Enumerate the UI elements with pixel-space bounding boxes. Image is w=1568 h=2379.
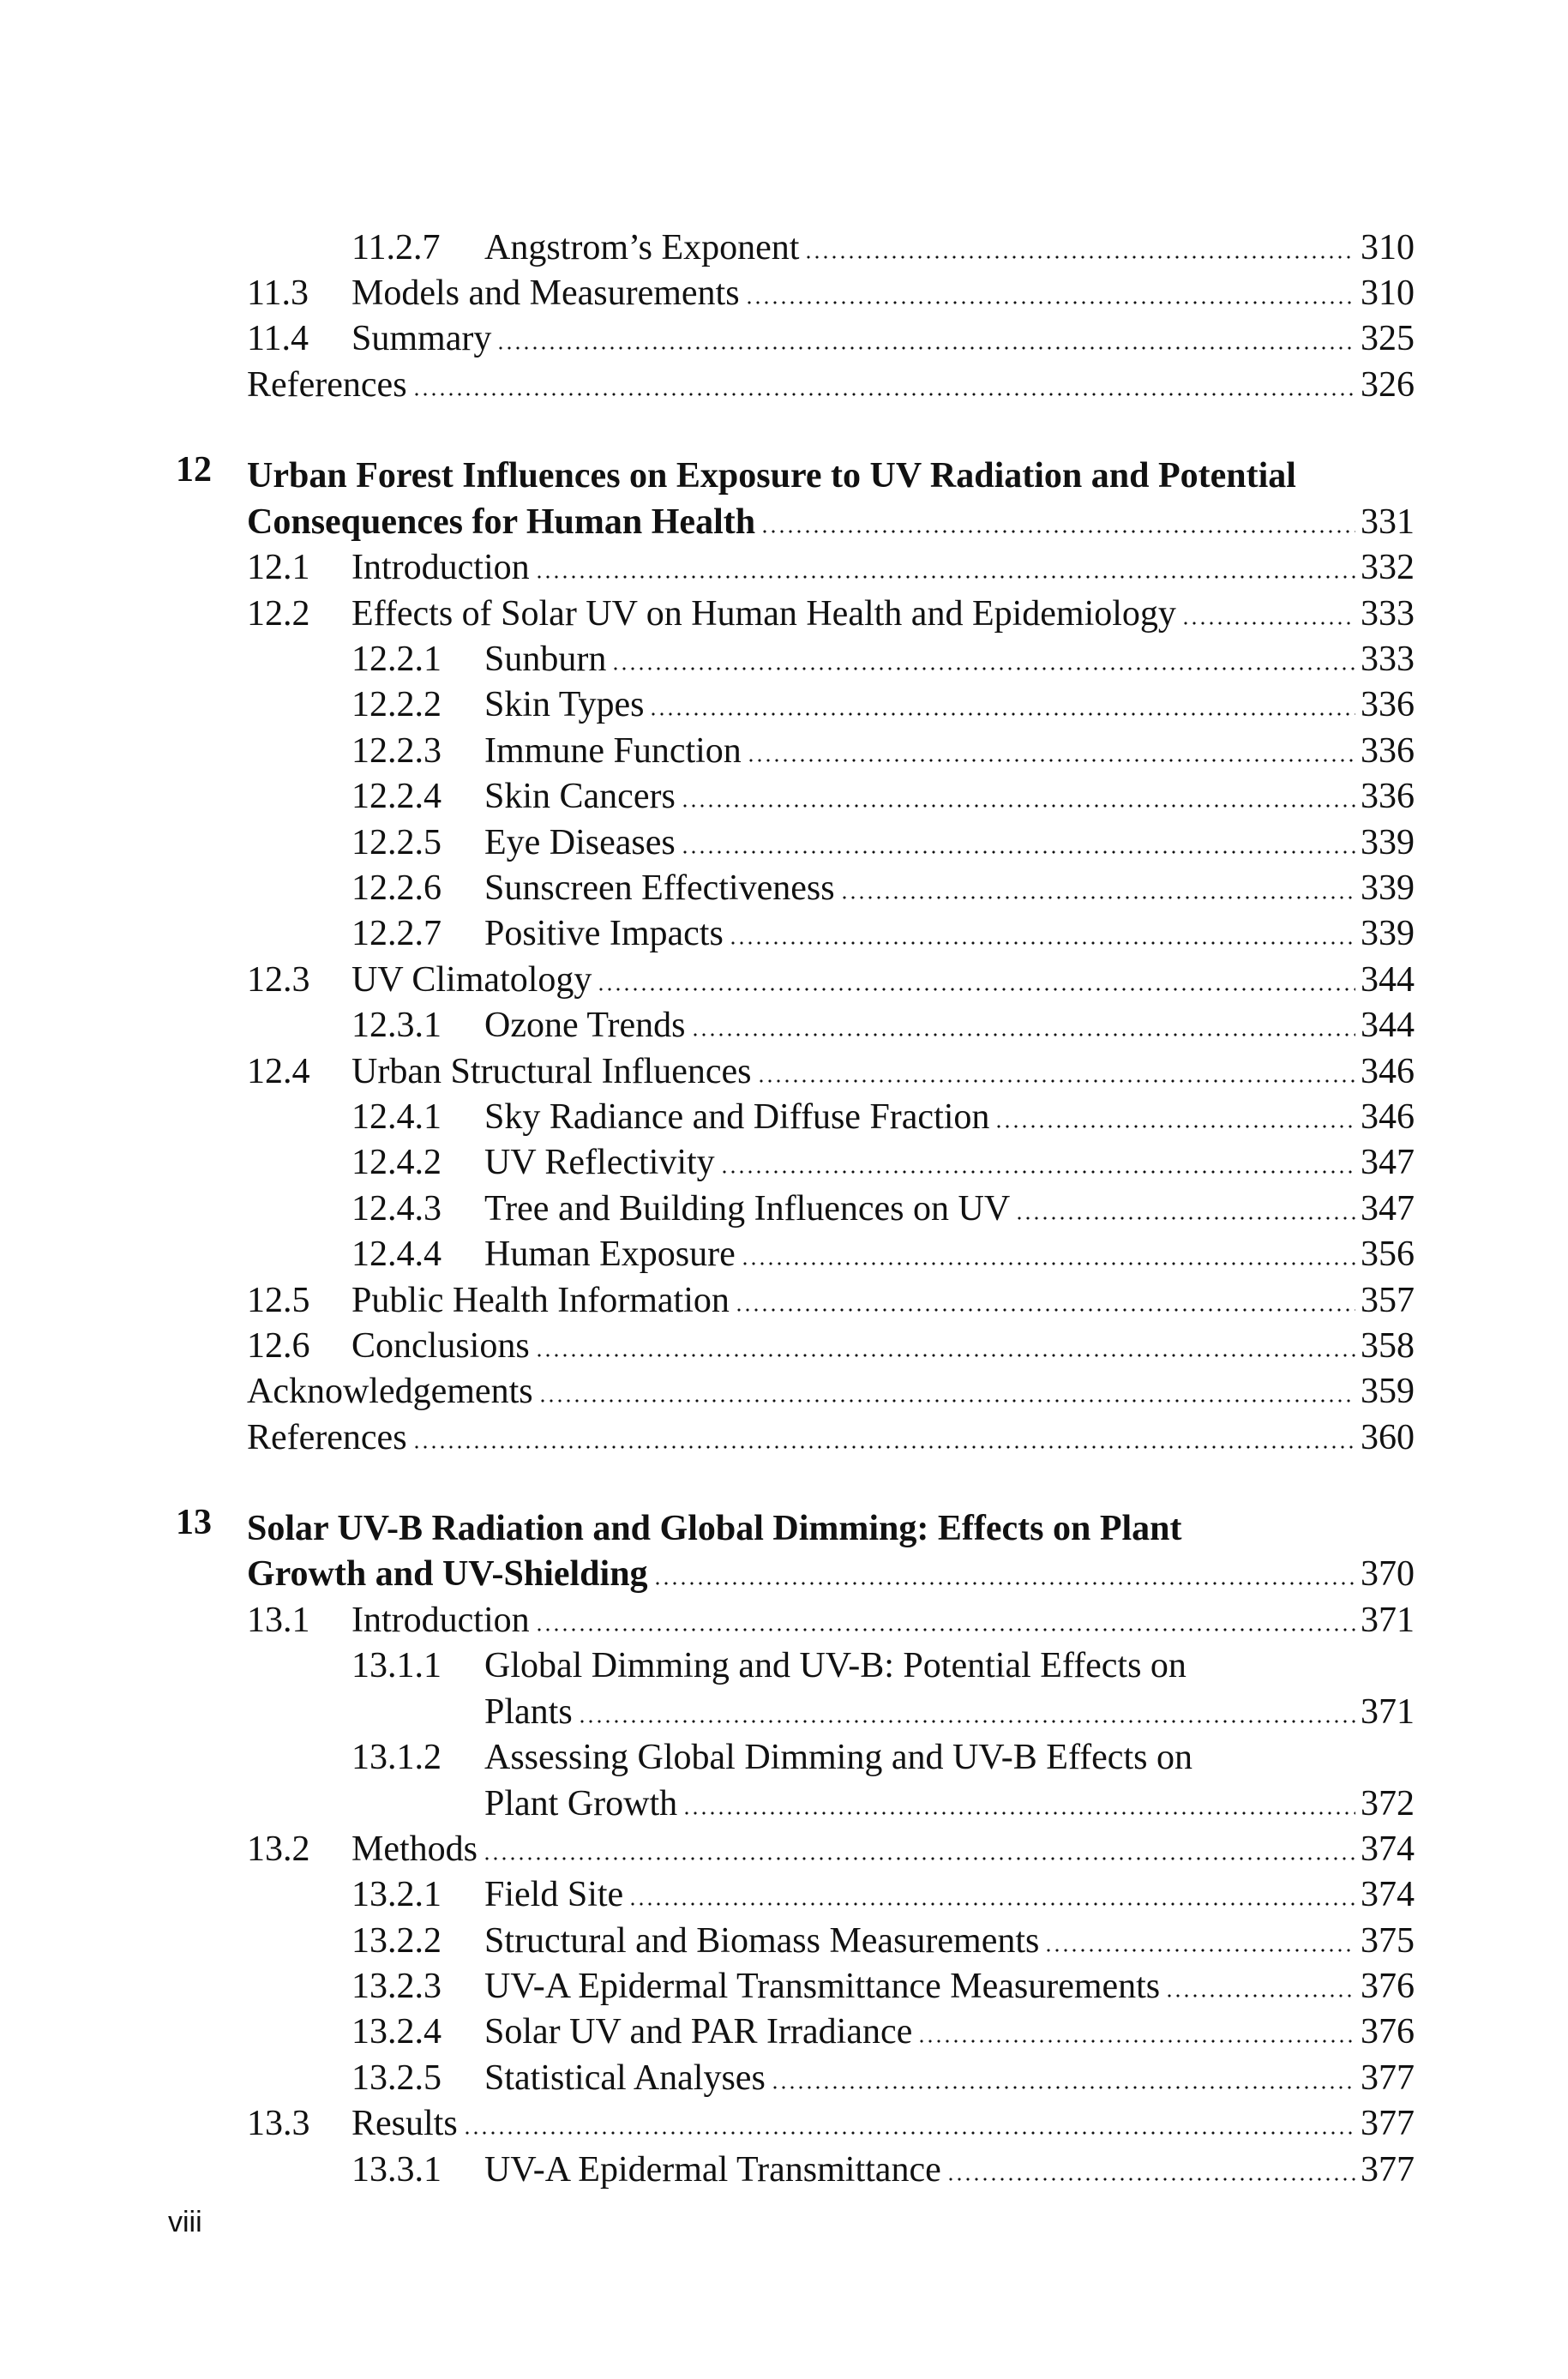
- section-number: 12.6: [247, 1326, 310, 1366]
- dot-leader: [917, 2040, 1355, 2043]
- section-number: 13.1.2: [351, 1738, 442, 1777]
- toc-entry[interactable]: [247, 1267, 1415, 1319]
- toc-entry[interactable]: [484, 1770, 1415, 1822]
- dot-leader: [538, 1399, 1355, 1403]
- chapter-title: Consequences for Human Health: [247, 502, 756, 542]
- section-number: 12.4.2: [351, 1143, 442, 1182]
- dot-leader: [463, 2131, 1355, 2135]
- section-title: Sunburn: [484, 640, 607, 679]
- page-number: 333: [1361, 594, 1415, 634]
- dot-leader: [747, 759, 1355, 762]
- dot-leader: [535, 575, 1355, 579]
- toc-entry[interactable]: [247, 1358, 1415, 1409]
- section-number: 13.2.5: [351, 2058, 442, 2098]
- toc-entry[interactable]: [351, 763, 1415, 814]
- page-number: 358: [1361, 1326, 1415, 1366]
- page-number: 375: [1361, 1921, 1415, 1961]
- section-number: 13.2: [247, 1829, 310, 1869]
- dot-leader: [757, 1079, 1356, 1083]
- dot-leader: [1181, 622, 1355, 625]
- section-title: Conclusions: [351, 1326, 530, 1366]
- toc-entry[interactable]: [351, 2136, 1415, 2188]
- section-number: 12.3.1: [351, 1006, 442, 1045]
- toc-entry[interactable]: [247, 305, 1415, 357]
- page-number: 371: [1361, 1692, 1415, 1732]
- dot-leader: [735, 1308, 1355, 1312]
- section-number: 12.3: [247, 960, 310, 1000]
- page-number: 310: [1361, 273, 1415, 313]
- page-number: 339: [1361, 914, 1415, 953]
- dot-leader: [994, 1125, 1355, 1128]
- toc-entry[interactable]: [247, 946, 1415, 998]
- section-title: Introduction: [351, 548, 530, 587]
- dot-leader: [412, 1445, 1355, 1449]
- toc-entry[interactable]: [247, 1587, 1415, 1638]
- dot-leader: [535, 1354, 1355, 1357]
- section-title: References: [247, 365, 407, 405]
- section-title: UV-A Epidermal Transmittance Measurements: [484, 1967, 1161, 2006]
- page-number: 333: [1361, 640, 1415, 679]
- section-title: Models and Measurements: [351, 273, 740, 313]
- section-number: 12.2.5: [351, 823, 442, 862]
- page-number: 310: [1361, 228, 1415, 267]
- section-number: 13.2.3: [351, 1967, 442, 2006]
- dot-leader: [496, 346, 1355, 350]
- toc-entry[interactable]: [247, 534, 1415, 586]
- section-number: 11.4: [247, 319, 309, 358]
- toc-entry[interactable]: [247, 1816, 1415, 1867]
- section-title: Sky Radiance and Diffuse Fraction: [484, 1097, 990, 1137]
- section-title: Sunscreen Effectiveness: [484, 868, 835, 908]
- toc-entry[interactable]: [247, 1038, 1415, 1090]
- toc-entry[interactable]: [247, 351, 1415, 403]
- page-number: 336: [1361, 777, 1415, 816]
- page-number: 377: [1361, 2104, 1415, 2143]
- section-title-continued: Plant Growth: [484, 1784, 678, 1823]
- toc-entry[interactable]: [351, 900, 1415, 952]
- dot-leader: [483, 1857, 1355, 1860]
- section-number: 12.2.6: [351, 868, 442, 908]
- section-title: UV-A Epidermal Transmittance: [484, 2150, 941, 2190]
- chapter-title-line[interactable]: [247, 442, 1415, 494]
- page-number: 356: [1361, 1235, 1415, 1274]
- section-title: Skin Cancers: [484, 777, 676, 816]
- section-title: Results: [351, 2104, 458, 2143]
- section-title: Structural and Biomass Measurements: [484, 1921, 1040, 1961]
- dot-leader: [745, 301, 1355, 304]
- toc-entry-line[interactable]: [351, 1632, 1415, 1684]
- dot-leader: [1015, 1217, 1355, 1220]
- section-title: Methods: [351, 1829, 478, 1869]
- dot-leader: [691, 1033, 1355, 1036]
- section-number: 12.5: [247, 1281, 310, 1320]
- section-title: Introduction: [351, 1601, 530, 1640]
- toc-entry[interactable]: [351, 1129, 1415, 1180]
- toc-entry[interactable]: [247, 489, 1415, 540]
- section-title: Immune Function: [484, 731, 742, 771]
- section-number: 11.3: [247, 273, 309, 313]
- section-number: 12.2: [247, 594, 310, 634]
- section-number: 13.3: [247, 2104, 310, 2143]
- section-number: 13.1.1: [351, 1646, 442, 1685]
- dot-leader: [1165, 1994, 1355, 1998]
- dot-leader: [535, 1628, 1355, 1631]
- toc-entry[interactable]: [351, 2045, 1415, 2096]
- page-number: 347: [1361, 1189, 1415, 1229]
- section-title: Acknowledgements: [247, 1372, 533, 1411]
- dot-leader: [681, 850, 1355, 854]
- section-title: UV Reflectivity: [484, 1143, 715, 1182]
- toc-entry[interactable]: [351, 1953, 1415, 2004]
- page-number: 370: [1361, 1554, 1415, 1594]
- page-number: 347: [1361, 1143, 1415, 1182]
- dot-leader: [681, 804, 1355, 808]
- chapter-title-line[interactable]: [247, 1495, 1415, 1547]
- section-title: Field Site: [484, 1875, 624, 1914]
- chapter-title: Urban Forest Influences on Exposure to UV Radiation and Potential: [247, 456, 1296, 496]
- page-number: 344: [1361, 1006, 1415, 1045]
- page-number: 346: [1361, 1097, 1415, 1137]
- section-number: 13.2.4: [351, 2012, 442, 2052]
- dot-leader: [611, 667, 1355, 670]
- toc-entry[interactable]: [351, 855, 1415, 906]
- dot-leader: [412, 393, 1355, 396]
- toc-entry[interactable]: [351, 1175, 1415, 1227]
- dot-leader: [653, 1582, 1355, 1585]
- page-number: 374: [1361, 1875, 1415, 1914]
- section-number: 13.1: [247, 1601, 310, 1640]
- toc-entry[interactable]: [247, 1404, 1415, 1456]
- toc-entry[interactable]: [351, 1084, 1415, 1135]
- toc-entry[interactable]: [247, 1313, 1415, 1364]
- section-title-continued: Plants: [484, 1692, 573, 1732]
- section-title: Effects of Solar UV on Human Health and Epidemiology: [351, 594, 1176, 634]
- toc-entry[interactable]: [351, 1998, 1415, 2050]
- section-number: 12.2.2: [351, 685, 442, 724]
- toc-entry[interactable]: [351, 1861, 1415, 1913]
- dot-leader: [682, 1811, 1355, 1815]
- section-title: Ozone Trends: [484, 1006, 686, 1045]
- dot-leader: [597, 988, 1355, 991]
- section-title: Tree and Building Influences on UV: [484, 1189, 1011, 1229]
- page-number: 332: [1361, 548, 1415, 587]
- page-number: 325: [1361, 319, 1415, 358]
- section-title: Human Exposure: [484, 1235, 736, 1274]
- dot-leader: [649, 712, 1355, 716]
- dot-leader: [628, 1902, 1355, 1906]
- toc-entry[interactable]: [247, 1541, 1415, 1592]
- chapter-number: 12: [176, 450, 212, 490]
- page-number: 339: [1361, 823, 1415, 862]
- section-title: Assessing Global Dimming and UV-B Effects on: [484, 1738, 1193, 1777]
- section-title: Solar UV and PAR Irradiance: [484, 2012, 913, 2052]
- section-title: UV Climatology: [351, 960, 592, 1000]
- section-number: 13.3.1: [351, 2150, 442, 2190]
- section-number: 13.2.2: [351, 1921, 442, 1961]
- section-number: 11.2.7: [351, 228, 441, 267]
- toc-entry[interactable]: [351, 1907, 1415, 1959]
- section-title: References: [247, 1418, 407, 1457]
- toc-entry[interactable]: [351, 809, 1415, 861]
- section-number: 12.2.3: [351, 731, 442, 771]
- page-number: 360: [1361, 1418, 1415, 1457]
- toc-entry[interactable]: [351, 718, 1415, 769]
- section-number: 12.4.4: [351, 1235, 442, 1274]
- section-title: Public Health Information: [351, 1281, 730, 1320]
- toc-entry[interactable]: [247, 2090, 1415, 2142]
- section-title: Eye Diseases: [484, 823, 676, 862]
- page-number: 376: [1361, 2012, 1415, 2052]
- dot-leader: [741, 1262, 1355, 1265]
- dot-leader: [946, 2178, 1355, 2181]
- page-number: 376: [1361, 1967, 1415, 2006]
- dot-leader: [578, 1720, 1355, 1723]
- section-number: 12.4.3: [351, 1189, 442, 1229]
- section-number: 12.2.7: [351, 914, 442, 953]
- toc-entry[interactable]: [351, 992, 1415, 1043]
- section-number: 13.2.1: [351, 1875, 442, 1914]
- page-number: 359: [1361, 1372, 1415, 1411]
- toc-entry[interactable]: [247, 260, 1415, 311]
- toc-entry[interactable]: [351, 214, 1415, 266]
- dot-leader: [729, 941, 1355, 945]
- section-title: Summary: [351, 319, 492, 358]
- section-title: Urban Structural Influences: [351, 1052, 752, 1091]
- page-number: 377: [1361, 2150, 1415, 2190]
- page-number: 346: [1361, 1052, 1415, 1091]
- section-number: 12.2.4: [351, 777, 442, 816]
- section-number: 12.4.1: [351, 1097, 442, 1137]
- page-number: 336: [1361, 731, 1415, 771]
- dot-leader: [720, 1170, 1355, 1174]
- page-number: 331: [1361, 502, 1415, 542]
- page-number: 336: [1361, 685, 1415, 724]
- folio-page-number: viii: [168, 2206, 202, 2238]
- section-title: Statistical Analyses: [484, 2058, 766, 2098]
- section-title: Positive Impacts: [484, 914, 724, 953]
- toc-entry[interactable]: [247, 580, 1415, 632]
- chapter-number: 13: [176, 1503, 212, 1542]
- dot-leader: [771, 2086, 1355, 2089]
- page-number: 339: [1361, 868, 1415, 908]
- toc-entry-line[interactable]: [351, 1724, 1415, 1775]
- section-title: Global Dimming and UV-B: Potential Effects on: [484, 1646, 1187, 1685]
- dot-leader: [1044, 1949, 1355, 1952]
- toc-entry[interactable]: [484, 1679, 1415, 1730]
- chapter-title: Solar UV-B Radiation and Global Dimming: Effects on Plant: [247, 1509, 1182, 1548]
- chapter-title: Growth and UV-Shielding: [247, 1554, 648, 1594]
- toc-entry[interactable]: [351, 1221, 1415, 1272]
- section-title: Angstrom’s Exponent: [484, 228, 800, 267]
- page-number: 371: [1361, 1601, 1415, 1640]
- page-number: 344: [1361, 960, 1415, 1000]
- page-number: 374: [1361, 1829, 1415, 1869]
- section-number: 12.4: [247, 1052, 310, 1091]
- dot-leader: [840, 896, 1355, 899]
- section-number: 12.1: [247, 548, 310, 587]
- page-number: 326: [1361, 365, 1415, 405]
- dot-leader: [760, 530, 1355, 533]
- page-number: 357: [1361, 1281, 1415, 1320]
- page-number: 372: [1361, 1784, 1415, 1823]
- dot-leader: [804, 255, 1355, 259]
- toc-entry[interactable]: [351, 626, 1415, 677]
- toc-entry[interactable]: [351, 671, 1415, 723]
- section-title: Skin Types: [484, 685, 645, 724]
- page-number: 377: [1361, 2058, 1415, 2098]
- section-number: 12.2.1: [351, 640, 442, 679]
